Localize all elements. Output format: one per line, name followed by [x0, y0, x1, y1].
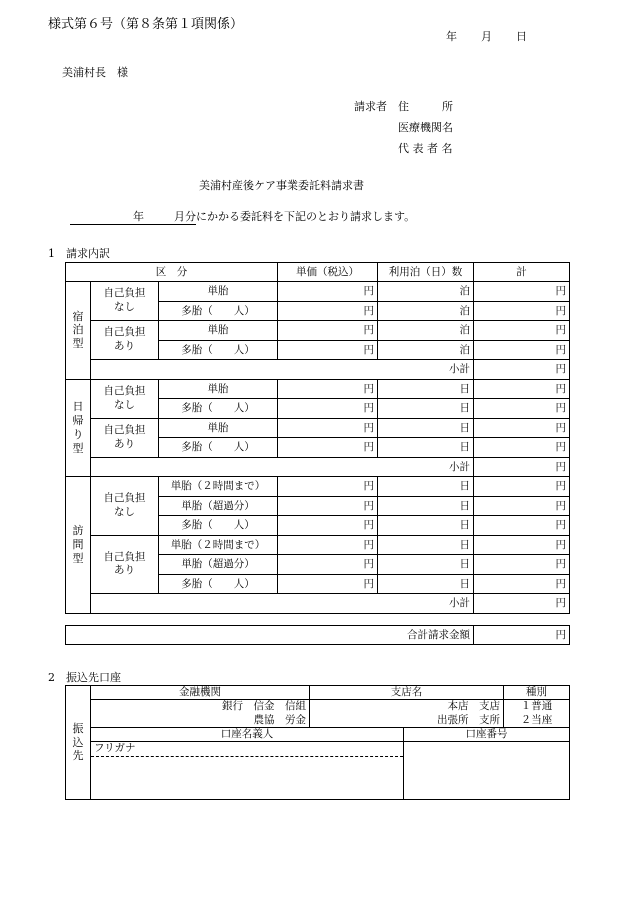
unit-price-cell: 円	[278, 340, 378, 360]
branch-header: 支店名	[310, 686, 504, 700]
unit-price-cell: 円	[278, 555, 378, 575]
copay-label: 自己負担 なし	[91, 282, 159, 321]
row-total-cell: 円	[474, 477, 570, 497]
unit-price-cell: 円	[278, 301, 378, 321]
header-usage-count: 利用泊（日）数	[378, 263, 474, 282]
unit-price-cell: 円	[278, 282, 378, 302]
account-type-header: 種別	[504, 686, 570, 700]
row-total-cell: 円	[474, 301, 570, 321]
usage-count-cell: 日	[378, 496, 474, 516]
usage-count-cell: 日	[378, 418, 474, 438]
subtotal-yen: 円	[474, 594, 570, 614]
usage-count-cell: 日	[378, 379, 474, 399]
account-number-header: 口座番号	[404, 728, 570, 742]
unit-price-cell: 円	[278, 399, 378, 419]
unit-price-cell: 円	[278, 516, 378, 536]
table-row	[66, 535, 570, 555]
section1-title: 1 請求内訳	[48, 247, 110, 260]
grand-total-table	[65, 625, 570, 645]
requester-address-label: 住 所	[398, 100, 453, 113]
bank-options: 銀行 信金 信組 農協 労金	[91, 700, 310, 728]
table-row	[66, 282, 570, 302]
usage-count-cell: 泊	[378, 282, 474, 302]
usage-count-cell: 日	[378, 438, 474, 458]
copay-label: 自己負担 あり	[91, 321, 159, 360]
bank-account-table	[65, 685, 570, 800]
subtotal-yen: 円	[474, 457, 570, 477]
table-row	[66, 379, 570, 399]
account-type-options: １普通 ２当座	[504, 700, 570, 728]
branch-options: 本店 支店 出張所 支所	[310, 700, 504, 728]
row-total-cell: 円	[474, 321, 570, 341]
account-holder-header: 口座名義人	[91, 728, 404, 742]
date-month-label: 月	[481, 30, 492, 43]
row-total-cell: 円	[474, 418, 570, 438]
copay-label: 自己負担 なし	[91, 379, 159, 418]
birth-type-label: 単胎（超過分）	[159, 555, 278, 575]
table-row	[66, 477, 570, 497]
birth-type-label: 単胎	[159, 379, 278, 399]
intro-text: にかかる委託料を下記のとおり請求します。	[196, 210, 416, 223]
subtotal-row	[66, 594, 570, 614]
usage-count-cell: 日	[378, 477, 474, 497]
unit-price-cell: 円	[278, 535, 378, 555]
row-total-cell: 円	[474, 535, 570, 555]
subtotal-label: 小計	[91, 594, 474, 614]
row-total-cell: 円	[474, 438, 570, 458]
unit-price-cell: 円	[278, 379, 378, 399]
copay-label: 自己負担 あり	[91, 418, 159, 457]
subtotal-row	[66, 457, 570, 477]
form-number: 様式第６号（第８条第１項関係）	[48, 17, 244, 32]
grand-total-yen: 円	[474, 626, 570, 645]
birth-type-label: 多胎（ 人）	[159, 574, 278, 594]
row-total-cell: 円	[474, 340, 570, 360]
unit-price-cell: 円	[278, 321, 378, 341]
grand-total-label: 合計請求金額	[66, 626, 474, 645]
birth-type-label: 多胎（ 人）	[159, 516, 278, 536]
intro-year: 年	[70, 208, 144, 225]
usage-count-cell: 日	[378, 574, 474, 594]
subtotal-label: 小計	[91, 360, 474, 380]
usage-count-cell: 日	[378, 535, 474, 555]
usage-count-cell: 泊	[378, 340, 474, 360]
row-total-cell: 円	[474, 516, 570, 536]
furigana-label: フリガナ	[91, 742, 403, 757]
birth-type-label: 多胎（ 人）	[159, 438, 278, 458]
unit-price-cell: 円	[278, 574, 378, 594]
usage-count-cell: 日	[378, 399, 474, 419]
birth-type-label: 単胎	[159, 282, 278, 302]
usage-count-cell: 泊	[378, 321, 474, 341]
requester-label: 請求者	[354, 100, 387, 113]
service-type-label: 訪 問 型	[66, 477, 91, 614]
requester-institution-label: 医療機関名	[398, 121, 453, 134]
account-holder-cell[interactable]	[91, 742, 404, 800]
intro-line	[70, 208, 415, 225]
usage-count-cell: 日	[378, 516, 474, 536]
unit-price-cell: 円	[278, 477, 378, 497]
bank-header: 金融機関	[91, 686, 310, 700]
unit-price-cell: 円	[278, 418, 378, 438]
birth-type-label: 単胎（２時間まで）	[159, 535, 278, 555]
requester-representative-label: 代 表 者 名	[398, 142, 453, 155]
birth-type-label: 単胎	[159, 321, 278, 341]
row-total-cell: 円	[474, 555, 570, 575]
intro-month: 月分	[144, 208, 196, 225]
birth-type-label: 単胎（超過分）	[159, 496, 278, 516]
account-number-cell[interactable]	[404, 742, 570, 800]
unit-price-cell: 円	[278, 438, 378, 458]
subtotal-label: 小計	[91, 457, 474, 477]
document-title: 美浦村産後ケア事業委託料請求書	[199, 179, 364, 192]
row-total-cell: 円	[474, 379, 570, 399]
header-category: 区 分	[66, 263, 278, 282]
subtotal-yen: 円	[474, 360, 570, 380]
copay-label: 自己負担 あり	[91, 535, 159, 594]
billing-breakdown-table	[65, 262, 570, 614]
birth-type-label: 単胎	[159, 418, 278, 438]
table-row	[66, 418, 570, 438]
row-total-cell: 円	[474, 496, 570, 516]
date-year-label: 年	[446, 30, 457, 43]
row-total-cell: 円	[474, 399, 570, 419]
header-unit-price: 単価（税込）	[278, 263, 378, 282]
subtotal-row	[66, 360, 570, 380]
birth-type-label: 多胎（ 人）	[159, 340, 278, 360]
date-day-label: 日	[516, 30, 527, 43]
addressee: 美浦村長 様	[62, 66, 128, 79]
usage-count-cell: 日	[378, 555, 474, 575]
birth-type-label: 多胎（ 人）	[159, 399, 278, 419]
copay-label: 自己負担 なし	[91, 477, 159, 536]
table-row	[66, 321, 570, 341]
transfer-destination-label: 振 込 先	[66, 686, 91, 800]
header-total: 計	[474, 263, 570, 282]
row-total-cell: 円	[474, 282, 570, 302]
service-type-label: 宿 泊 型	[66, 282, 91, 380]
service-type-label: 日 帰 り 型	[66, 379, 91, 477]
row-total-cell: 円	[474, 574, 570, 594]
section2-title: 2 振込先口座	[48, 671, 121, 684]
unit-price-cell: 円	[278, 496, 378, 516]
birth-type-label: 多胎（ 人）	[159, 301, 278, 321]
usage-count-cell: 泊	[378, 301, 474, 321]
birth-type-label: 単胎（２時間まで）	[159, 477, 278, 497]
